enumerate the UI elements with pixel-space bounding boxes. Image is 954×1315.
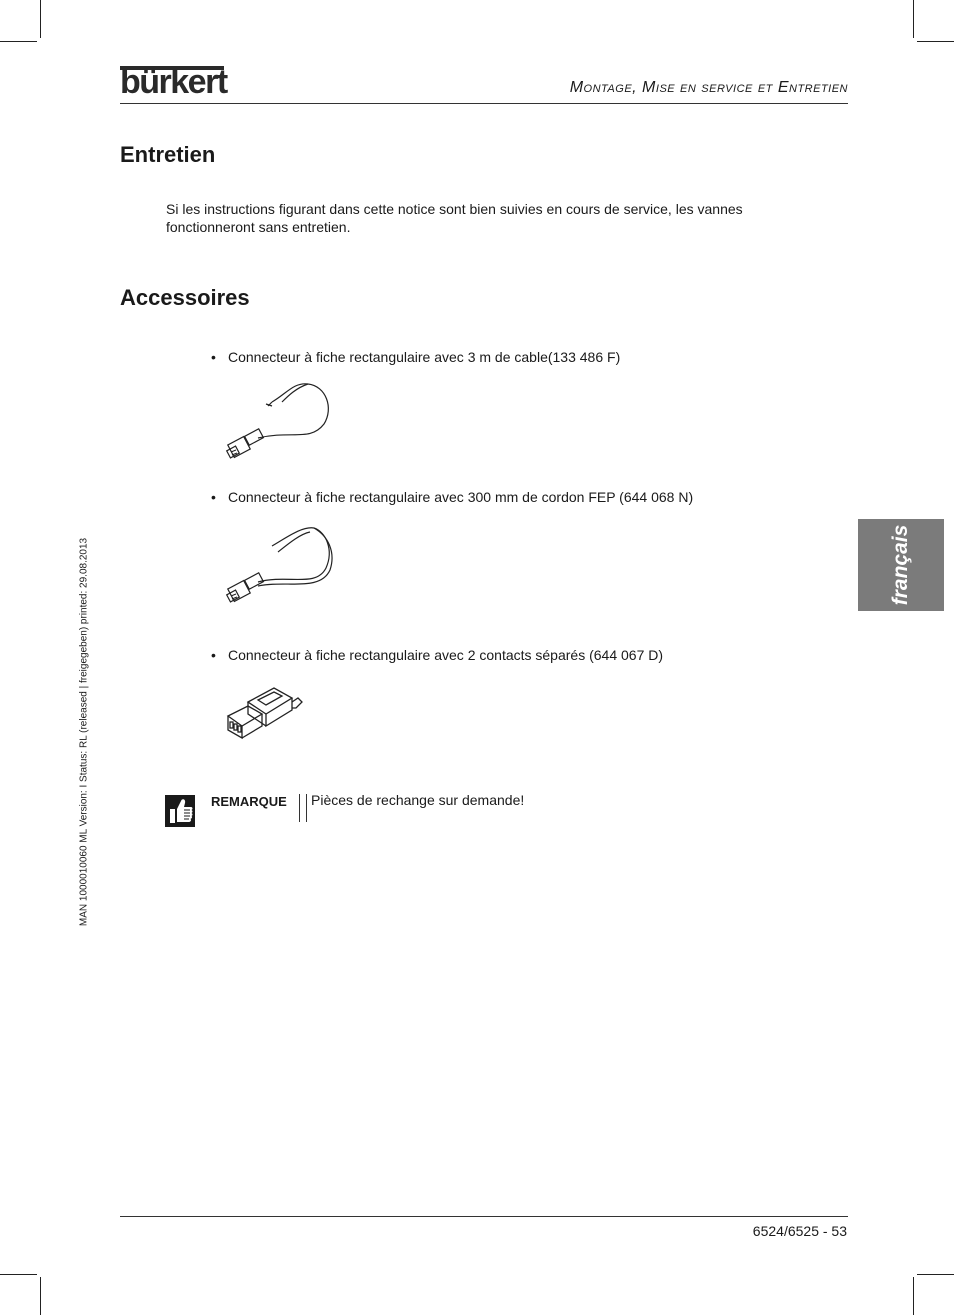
- list-item: • Connecteur à fiche rectangulaire avec 2 contacts séparés (644 067 D): [211, 647, 664, 663]
- list-item-label: Connecteur à fiche rectangulaire avec 2 contacts séparés (644 067 D): [228, 647, 664, 663]
- brand-logo: bürkert: [120, 63, 227, 101]
- crop-mark: [917, 41, 954, 42]
- footer-divider: [120, 1216, 848, 1217]
- crop-mark: [913, 1277, 914, 1315]
- heading-accessoires: Accessoires: [120, 285, 250, 310]
- header-divider: [120, 103, 848, 104]
- list-item-label: Connecteur à fiche rectangulaire avec 300 mm de cordon FEP (644 068 N): [228, 489, 694, 505]
- language-tab-label: français: [889, 524, 912, 606]
- crop-mark: [917, 1274, 954, 1275]
- crop-mark: [40, 0, 41, 38]
- connector-plug-icon: [222, 680, 306, 742]
- section-title: Montage, Mise en service et Entretien: [569, 79, 848, 96]
- crop-mark: [913, 0, 914, 38]
- heading-entretien: Entretien: [120, 142, 216, 167]
- crop-mark: [40, 1277, 41, 1315]
- crop-mark: [0, 1274, 37, 1275]
- note-divider: [299, 794, 307, 822]
- note-text: Pièces de rechange sur demande!: [311, 792, 525, 808]
- note-label: REMARQUE: [211, 794, 287, 809]
- document-id: MAN 1000010060 ML Version: I Status: RL (released | freigegeben) printed: 29.08.2013: [78, 537, 90, 927]
- crop-mark: [0, 41, 37, 42]
- connector-cable-icon: [222, 380, 332, 460]
- thumbs-up-icon: [165, 795, 195, 827]
- list-item: • Connecteur à fiche rectangulaire avec 3 m de cable(133 486 F): [211, 349, 621, 365]
- connector-cord-icon: [222, 522, 334, 608]
- entretien-text: Si les instructions figurant dans cette notice sont bien suivies en cours de service, les vannes fonctionneront sans entretien.: [166, 201, 743, 235]
- list-item-label: Connecteur à fiche rectangulaire avec 3 m de cable(133 486 F): [228, 349, 621, 365]
- list-item: • Connecteur à fiche rectangulaire avec 300 mm de cordon FEP (644 068 N): [211, 489, 694, 505]
- page-number: 6524/6525 - 53: [752, 1223, 847, 1239]
- language-tab: [858, 519, 944, 611]
